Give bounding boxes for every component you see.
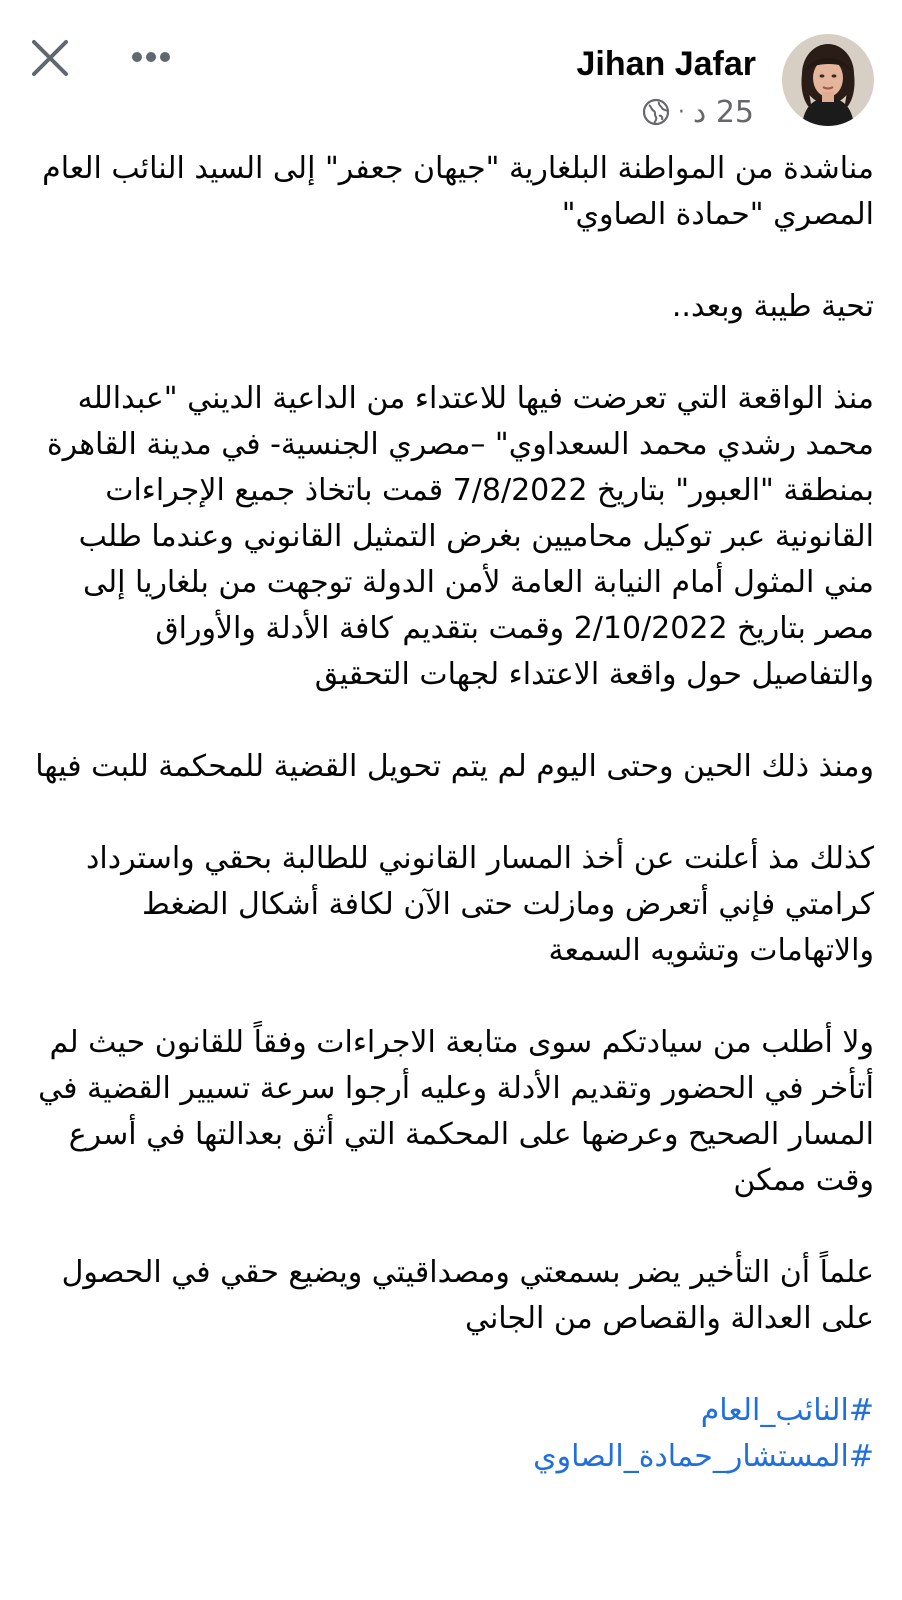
post-body [28, 146, 874, 1480]
hashtag-link[interactable]: #المستشار_حمادة_الصاوي [533, 1439, 874, 1474]
post-paragraph: ومنذ ذلك الحين وحتى اليوم لم يتم تحويل القضية للمحكمة للبت فيها [35, 749, 874, 784]
post-paragraph: علماً أن التأخير يضر بسمعتي ومصداقيتي ويضيع حقي في الحصول على العدالة والقصاص من الجاني [61, 1255, 874, 1336]
post-paragraph: مناشدة من المواطنة البلغارية "جيهان جعفر" إلى السيد النائب العام المصري "حمادة الصاوي" [42, 151, 874, 232]
post-timestamp[interactable]: 25 د [692, 94, 754, 130]
close-icon[interactable] [26, 34, 74, 82]
more-options-icon[interactable] [128, 40, 178, 74]
meta-separator: · [677, 99, 685, 125]
hashtag-link[interactable]: #النائب_العام [700, 1393, 874, 1428]
post-paragraph: ولا أطلب من سيادتكم سوى متابعة الاجراءات وفقاً للقانون حيث لم أتأخر في الحضور وتقديم الأدلة وعليه أرجوا سرعة تسيير القضية في المسار الصحيح وعرضها على المحكمة التي أثق بعدالتها في أسرع وقت ممكن [38, 1025, 874, 1198]
post-paragraph: منذ الواقعة التي تعرضت فيها للاعتداء من الداعية الديني "عبدالله محمد رشدي محمد السعداوي" –مصري الجنسية- في مدينة القاهرة بمنطقة "العبور" بتاريخ 7/8/2022 قمت باتخاذ جميع الإجراءات القانونية عبر توكيل محاميين بغرض التمثيل القانوني وعندما طلب مني المثول أمام النيابة العامة لأمن الدولة توجهت من بلغاريا إلى مصر بتاريخ 2/10/2022 وقمت بتقديم كافة الأدلة والأوراق والتفاصيل حول واقعة الاعتداء لجهات التحقيق [46, 381, 874, 692]
globe-icon [642, 98, 670, 126]
hashtag-list [28, 1388, 874, 1480]
profile-avatar[interactable] [782, 34, 874, 126]
post-paragraph: تحية طيبة وبعد.. [671, 289, 874, 324]
author-name[interactable]: Jihan Jafar [576, 45, 756, 83]
post-paragraph: كذلك مذ أعلنت عن أخذ المسار القانوني للطالبة بحقي واسترداد كرامتي فإني أتعرض ومازلت حتى الآن لكافة أشكال الضغط والاتهامات وتشويه السمعة [86, 841, 874, 968]
post-meta [642, 92, 754, 132]
post-header [0, 0, 902, 140]
